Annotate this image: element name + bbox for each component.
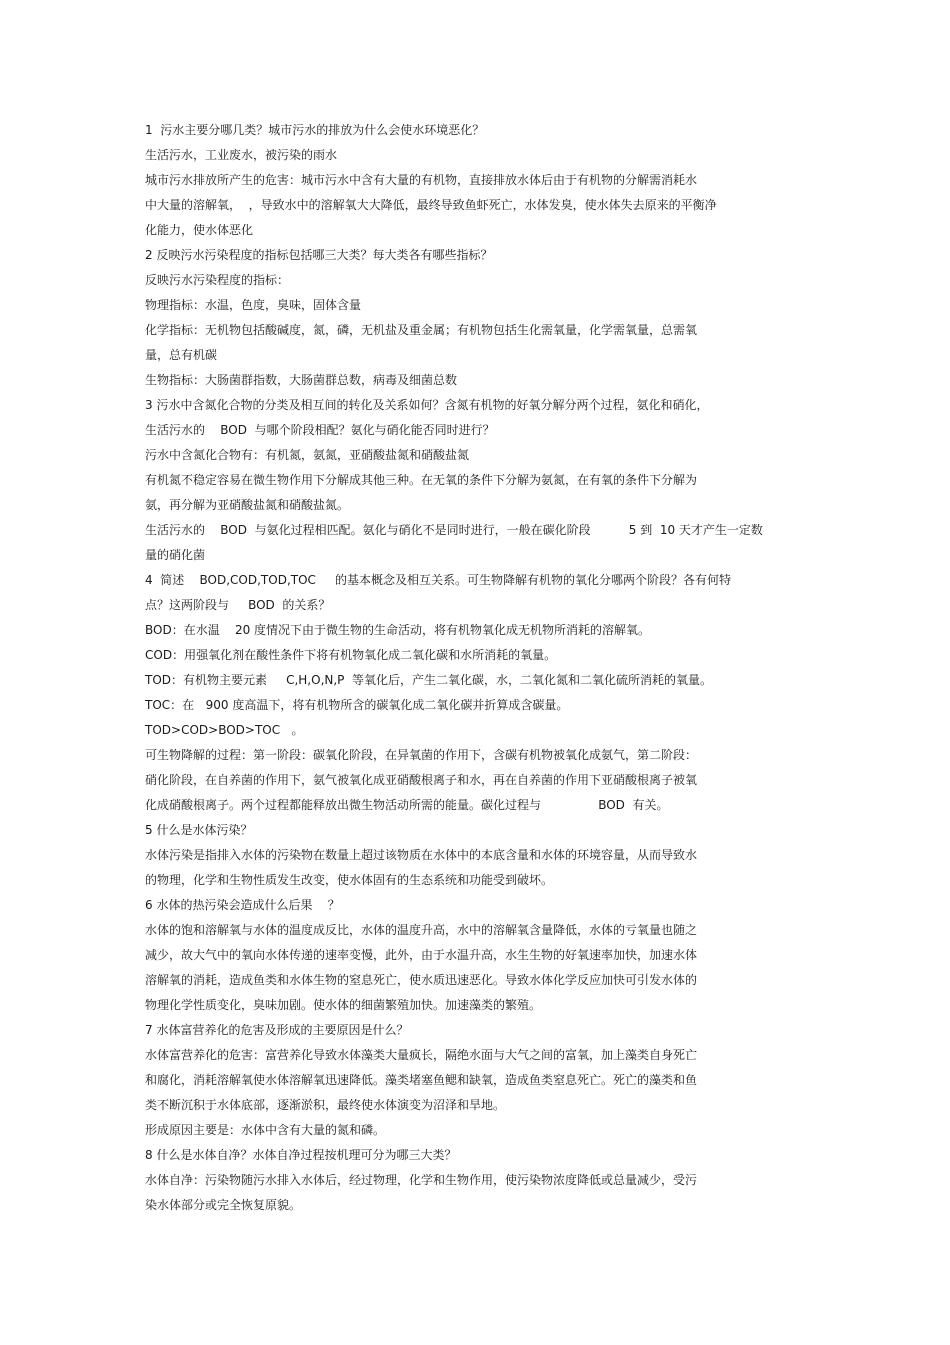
text-line: 7 水体富营养化的危害及形成的主要原因是什么？ xyxy=(145,1023,409,1037)
text-line: 污水中含氮化合物有：有机氮，氨氮，亚硝酸盐氮和硝酸盐氮 xyxy=(145,448,470,462)
text-line: 有机氮不稳定容易在微生物作用下分解成其他三种。在无氧的条件下分解为氨氮，在有氧的条件下分解为 xyxy=(145,473,698,487)
text-line: 量的硝化菌 xyxy=(145,548,206,562)
text-line: TOC：在 900 度高温下，将有机物所含的碳氧化成二氧化碳并折算成含碳量。 xyxy=(145,698,569,712)
document-body xyxy=(145,118,815,1218)
text-line: 硝化阶段，在自养菌的作用下，氨气被氧化成亚硝酸根离子和水，再在自养菌的作用下亚硝酸根离子被氧 xyxy=(145,773,698,787)
text-line: 水体富营养化的危害：富营养化导致水体藻类大量疯长，隔绝水面与大气之间的富氧，加上藻类自身死亡 xyxy=(145,1048,698,1062)
text-line: 量，总有机碳 xyxy=(145,348,218,362)
text-line: 形成原因主要是：水体中含有大量的氮和磷。 xyxy=(145,1123,386,1137)
text-line: 化成硝酸根离子。两个过程都能释放出微生物活动所需的能量。碳化过程与 BOD 有关。 xyxy=(145,798,669,812)
text-line: BOD：在水温 20 度情况下由于微生物的生命活动，将有机物氧化成无机物所消耗的溶解氧。 xyxy=(145,623,651,637)
text-line: 生活污水，工业废水，被污染的雨水 xyxy=(145,148,338,162)
text-line: 生活污水的 BOD 与哪个阶段相配？氨化与硝化能否同时进行？ xyxy=(145,423,495,437)
text-line: 4 简述 BOD,COD,TOD,TOC 的基本概念及相互关系。可生物降解有机物的氧化分哪两个阶段？各有何特 xyxy=(145,573,731,587)
text-line: 反映污水污染程度的指标： xyxy=(145,273,290,287)
text-line: 中大量的溶解氧， ，导致水中的溶解氧大大降低，最终导致鱼虾死亡，水体发臭，使水体失去原来的平衡净 xyxy=(145,198,717,212)
text-line: 染水体部分或完全恢复原貌。 xyxy=(145,1198,302,1212)
text-line: TOD>COD>BOD>TOC 。 xyxy=(145,723,304,737)
text-line: 和腐化，消耗溶解氧使水体溶解氧迅速降低。藻类堵塞鱼鳃和缺氧，造成鱼类窒息死亡。死亡的藻类和鱼 xyxy=(145,1073,698,1087)
text-line: 化学指标：无机物包括酸碱度，氮，磷，无机盐及重金属；有机物包括生化需氧量，化学需氧量，总需氧 xyxy=(145,323,698,337)
text-line: 减少，故大气中的氧向水体传递的速率变慢，此外，由于水温升高，水生生物的好氧速率加快，加速水体 xyxy=(145,948,698,962)
text-line: 类不断沉积于水体底部，逐渐淤积，最终使水体演变为沼泽和旱地。 xyxy=(145,1098,506,1112)
text-line: 溶解氧的消耗，造成鱼类和水体生物的窒息死亡，使水质迅速恶化。导致水体化学反应加快可引发水体的 xyxy=(145,973,698,987)
text-line: 的物理，化学和生物性质发生改变，使水体固有的生态系统和功能受到破坏。 xyxy=(145,873,554,887)
text-line: 水体污染是指排入水体的污染物在数量上超过该物质在水体中的本底含量和水体的环境容量，从而导致水 xyxy=(145,848,698,862)
text-line: 氨，再分解为亚硝酸盐氮和硝酸盐氮。 xyxy=(145,498,350,512)
text-line: 1 污水主要分哪几类？城市污水的排放为什么会使水环境恶化？ xyxy=(145,123,485,137)
text-line: 8 什么是水体自净？水体自净过程按机理可分为哪三大类？ xyxy=(145,1148,457,1162)
text-line: 水体自净：污染物随污水排入水体后，经过物理，化学和生物作用，使污染物浓度降低或总量减少，受污 xyxy=(145,1173,698,1187)
text-line: 水体的饱和溶解氧与水体的温度成反比，水体的温度升高，水中的溶解氧含量降低，水体的亏氧量也随之 xyxy=(145,923,698,937)
text-line: 物理指标：水温，色度，臭味，固体含量 xyxy=(145,298,362,312)
text-line: 可生物降解的过程：第一阶段：碳氧化阶段，在异氧菌的作用下，含碳有机物被氧化成氨气，第二阶段： xyxy=(145,748,698,762)
text-line: 物理化学性质变化，臭味加剧。使水体的细菌繁殖加快。加速藻类的繁殖。 xyxy=(145,998,542,1012)
text-line: 6 水体的热污染会造成什么后果 ？ xyxy=(145,898,340,912)
text-line: 生物指标：大肠菌群指数，大肠菌群总数，病毒及细菌总数 xyxy=(145,373,458,387)
text-line: 化能力，使水体恶化 xyxy=(145,223,254,237)
text-line: 5 什么是水体污染？ xyxy=(145,823,253,837)
text-line: TOD：有机物主要元素 C,H,O,N,P 等氧化后，产生二氧化碳，水，二氧化氮和二氧化硫所消耗的氧量。 xyxy=(145,673,713,687)
text-line: COD：用强氧化剂在酸性条件下将有机物氧化成二氧化碳和水所消耗的氧量。 xyxy=(145,648,557,662)
text-line: 城市污水排放所产生的危害：城市污水中含有大量的有机物，直接排放水体后由于有机物的分解需消耗水 xyxy=(145,173,698,187)
text-line: 2 反映污水污染程度的指标包括哪三大类？每大类各有哪些指标？ xyxy=(145,248,493,262)
text-line: 点？这两阶段与 BOD 的关系？ xyxy=(145,598,331,612)
text-line: 生活污水的 BOD 与氨化过程相匹配。氨化与硝化不是同时进行，一般在碳化阶段 5 到 10 天才产生一定数 xyxy=(145,523,763,537)
text-line: 3 污水中含氮化合物的分类及相互间的转化及关系如何？含氮有机物的好氧分解分两个过程，氨化和硝化， xyxy=(145,398,709,412)
